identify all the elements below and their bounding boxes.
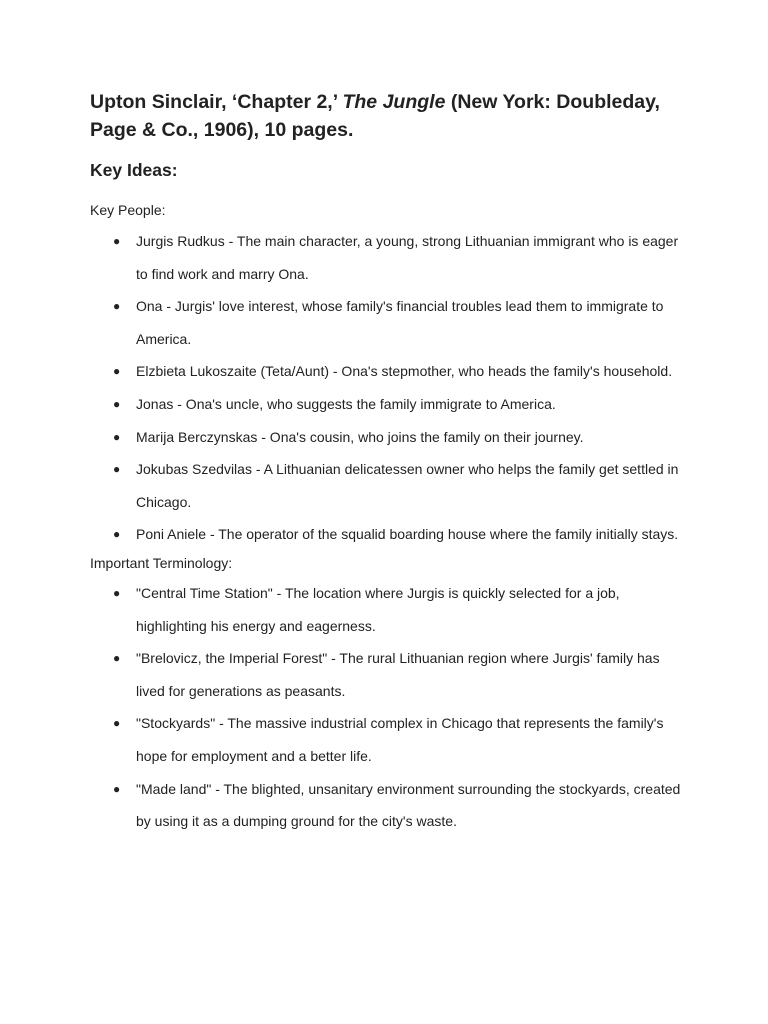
bullet-icon: ● [113, 716, 121, 731]
key-person-item [90, 225, 690, 290]
key-person-item-text: Elzbieta Lukoszaite (Teta/Aunt) - Ona's stepmother, who heads the family's household. [136, 363, 673, 380]
terminology-item-text: "Stockyards" - The massive industrial complex in Chicago that represents the family's hope for employment and a better life. [136, 715, 664, 764]
document-title [90, 88, 690, 144]
title-book-name: The Jungle [342, 91, 446, 113]
bullet-icon: ● [113, 586, 121, 600]
document-content [90, 88, 690, 830]
bullet-icon: ● [113, 299, 121, 314]
key-person-item-text: Ona - Jurgis' love interest, whose family's financial troubles lead them to immigrate to America. [136, 298, 664, 347]
key-person-item [90, 388, 690, 421]
terminology-item [90, 642, 690, 707]
bullet-icon: ● [113, 781, 121, 796]
terminology-list [90, 577, 690, 838]
terminology-item-text: "Made land" - The blighted, unsanitary environment surrounding the stockyards, created by using it as a dumping ground for the city's waste. [136, 780, 681, 830]
terminology-item-text: "Brelovicz, the Imperial Forest" - The rural Lithuanian region where Jurgis' family has lived for generations as peasants. [136, 650, 660, 699]
bullet-icon: ● [113, 429, 121, 444]
terminology-item [90, 707, 690, 772]
title-suffix: (New York: Doubleday, Page & Co., 1906), 10 pages. [90, 91, 660, 141]
key-person-item-text: Jokubas Szedvilas - A Lithuanian delicatessen owner who helps the family get settled in Chicago. [136, 461, 679, 510]
key-person-item-text: Jonas - Ona's uncle, who suggests the family immigrate to America. [136, 395, 556, 412]
key-people-list [90, 225, 690, 551]
terminology-label: Important Terminology: [90, 555, 233, 571]
key-person-item [90, 453, 690, 518]
key-person-item-text: Poni Aniele - The operator of the squalid boarding house where the family initially stays. [136, 526, 679, 543]
bullet-icon: ● [113, 651, 121, 666]
terminology-item-text: "Central Time Station" - The location where Jurgis is quickly selected for a job, highlighting his energy and eagerness. [136, 585, 620, 634]
key-person-item [90, 355, 690, 388]
bullet-icon: ● [113, 234, 121, 248]
key-person-item-text: Jurgis Rudkus - The main character, a young, strong Lithuanian immigrant who is eager to find work and marry Ona. [136, 233, 679, 282]
key-ideas-heading: Key Ideas: [90, 160, 178, 180]
title-prefix: Upton Sinclair, ‘Chapter 2,’ [90, 91, 343, 113]
key-person-item [90, 290, 690, 355]
bullet-icon: ● [113, 364, 121, 379]
bullet-icon: ● [113, 462, 121, 477]
key-people-label: Key People: [90, 202, 166, 218]
terminology-item [90, 577, 690, 642]
bullet-icon: ● [113, 527, 121, 542]
bullet-icon: ● [113, 396, 121, 411]
key-person-item [90, 518, 690, 551]
terminology-item [90, 773, 690, 838]
key-person-item [90, 421, 690, 454]
key-person-item-text: Marija Berczynskas - Ona's cousin, who joins the family on their journey. [136, 428, 584, 445]
